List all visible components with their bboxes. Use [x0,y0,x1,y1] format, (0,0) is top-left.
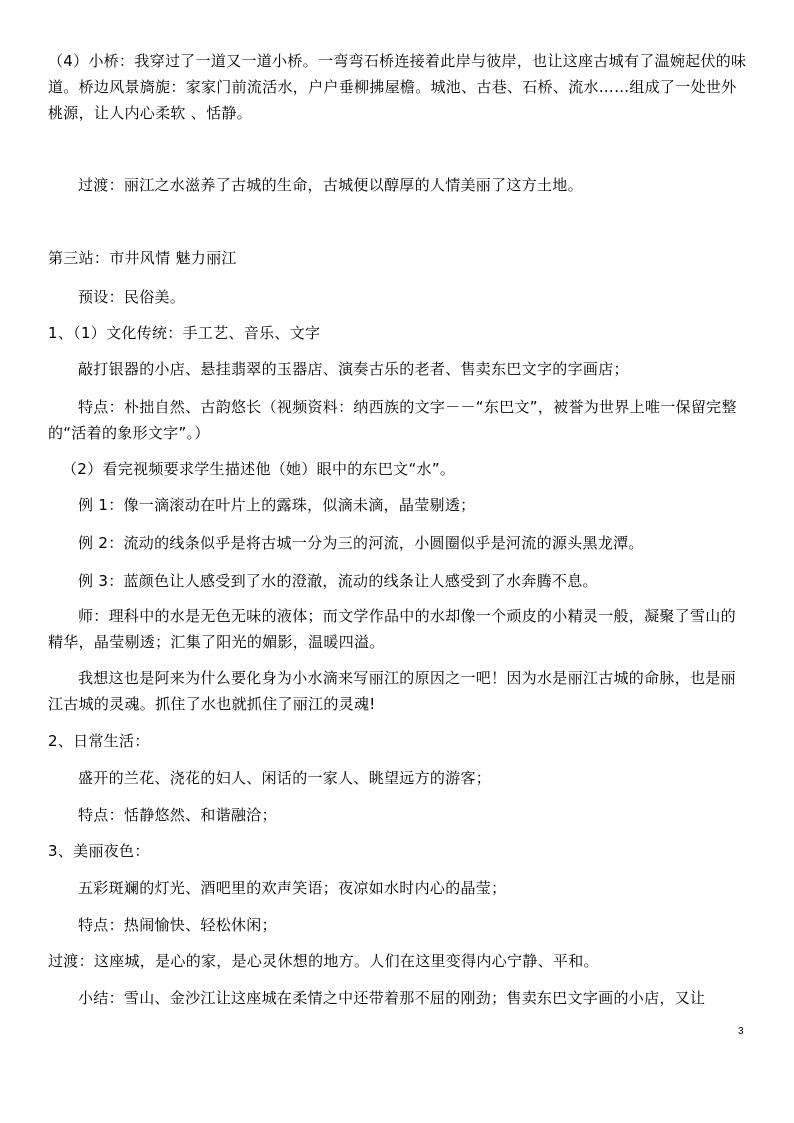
paragraph-teacher: 师：理科中的水是无色无味的液体；而文学作品中的水却像一个顽皮的小精灵一般，凝聚了雪山的精华，晶莹剔透；汇集了阳光的媚影，温暖四溢。 [48,607,736,651]
item-3-night: 3、美丽夜色： [48,842,150,860]
paragraph-features-dongba: 特点：朴拙自然、古韵悠长（视频资料：纳西族的文字－－“东巴文”，被誉为世界上唯一保留完整的“活着的象形文字”。） [48,398,737,442]
paragraph-summary: 小结：雪山、金沙江让这座城在柔情之中还带着那不屈的刚劲；售卖东巴文字画的小店，又让 [78,989,706,1007]
paragraph-daily-scenes: 盛开的兰花、浇花的妇人、闲话的一家人、眺望远方的游客； [78,769,492,787]
paragraph-night-scenes: 五彩斑斓的灯光、酒吧里的欢声笑语；夜凉如水时内心的晶莹； [78,879,507,897]
paragraph-transition-1: 过渡：丽江之水滋养了古城的生命，古城便以醇厚的人情美丽了这方土地。 [78,176,583,194]
item-1-culture: 1、（1）文化传统：手工艺、音乐、文字 [48,324,321,342]
paragraph-shops: 敲打银器的小店、悬挂翡翠的玉器店、演奏古乐的老者、售卖东巴文字的字画店； [78,360,629,378]
paragraph-night-features: 特点：热闹愉快、轻松休闲； [78,916,277,934]
example-1: 例 1：像一滴滚动在叶片上的露珠，似滴未滴，晶莹剔透； [78,496,476,514]
page-number: 3 [738,1026,744,1037]
example-3: 例 3：蓝颜色让人感受到了水的澄澈，流动的线条让人感受到了水奔腾不息。 [78,572,598,590]
paragraph-little-bridge: （4）小桥：我穿过了一道又一道小桥。一弯弯石桥连接着此岸与彼岸，也让这座古城有了温婉起伏的味道。桥边风景旖旎：家家门前流活水，户户垂柳拂屋檐。城池、古巷、石桥、流水……组成了一处世外桃源，让人内心柔软 、恬静。 [48,52,747,122]
section-heading-stop-3: 第三站：市井风情 魅力丽江 [48,249,237,267]
item-2-daily-life: 2、日常生活： [48,732,150,750]
paragraph-daily-features: 特点：恬静悠然、和谐融洽； [78,806,277,824]
paragraph-transition-2: 过渡：这座城，是心的家，是心灵休想的地方。人们在这里变得内心宁静、平和。 [48,952,599,970]
item-2-video: （2）看完视频要求学生描述他（她）眼中的东巴文“水”。 [62,460,456,478]
example-2: 例 2：流动的线条似乎是将古城一分为三的河流，小圆圈似乎是河流的源头黑龙潭。 [78,534,644,552]
paragraph-preset: 预设：民俗美。 [78,288,186,306]
paragraph-soul: 我想这也是阿来为什么要化身为小水滴来写丽江的原因之一吧！因为水是丽江古城的命脉，也是丽江古城的灵魂。抓住了水也就抓住了丽江的灵魂! [48,669,736,713]
